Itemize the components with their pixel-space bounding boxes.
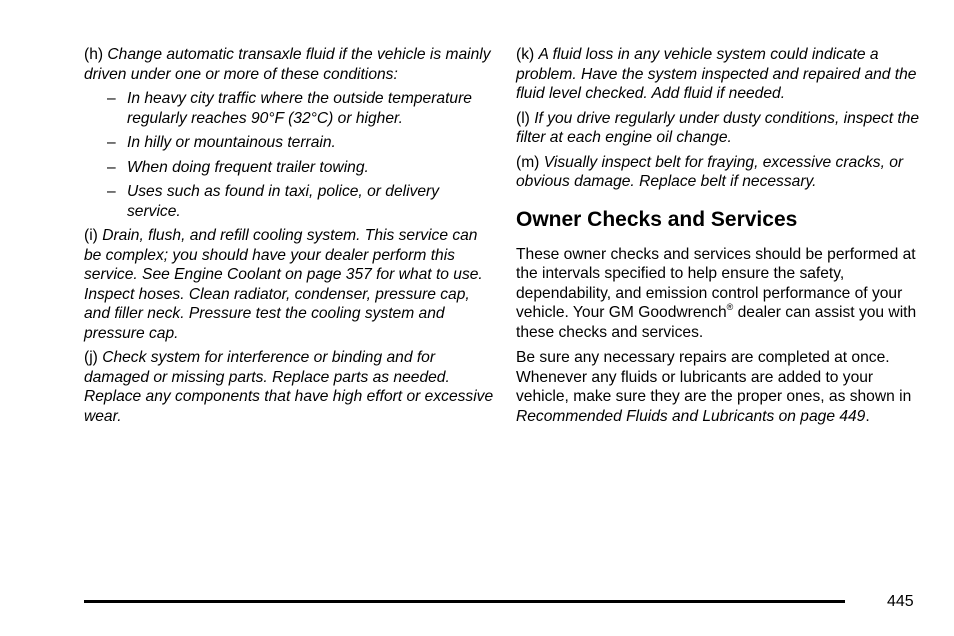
page-number: 445 — [887, 593, 914, 610]
condition-text: In hilly or mountainous terrain. — [127, 134, 336, 151]
list-item — [84, 89, 494, 128]
note-j — [84, 348, 494, 426]
note-m-text: Visually inspect belt for fraying, excessive cracks, or obvious damage. Replace belt if necessary. — [516, 153, 904, 190]
left-column — [84, 45, 494, 431]
dash-bullet: – — [107, 158, 116, 176]
dash-bullet: – — [107, 90, 116, 107]
dash-bullet: – — [107, 183, 116, 200]
list-item — [84, 158, 494, 178]
note-h-text: Change automatic transaxle fluid if the vehicle is mainly driven under one or more of these conditions: — [84, 46, 491, 83]
note-j-label: (j) — [84, 349, 98, 366]
note-h-label: (h) — [84, 46, 104, 63]
para1-text-a: These owner checks and services should be performed at the intervals specified to help ensure the safety, dependability, and emission control performance of your vehicle. Your GM Goodwrench — [516, 245, 916, 321]
note-k-label: (k) — [516, 46, 535, 63]
note-m — [516, 153, 926, 192]
note-i — [84, 226, 494, 343]
list-item — [84, 133, 494, 153]
note-j-text: Check system for interference or binding and for damaged or missing parts. Replace parts as needed. Replace any components that have high effort or excessive wear. — [84, 349, 494, 425]
conditions-list — [84, 89, 494, 221]
note-i-label: (i) — [84, 227, 98, 244]
note-m-label: (m) — [516, 153, 540, 171]
para2-end: . — [865, 407, 870, 425]
note-l — [516, 109, 926, 148]
condition-text: In heavy city traffic where the outside temperature regularly reaches 90°F (32°C) or higher. — [127, 90, 472, 127]
section-heading: Owner Checks and Services — [516, 207, 798, 231]
condition-text: When doing frequent trailer towing. — [127, 158, 369, 176]
dash-bullet: – — [107, 134, 116, 151]
right-column — [516, 45, 926, 432]
note-k-text: A fluid loss in any vehicle system could indicate a problem. Have the system inspected and repaired and the fluid level checked. Add fluid if needed. — [516, 46, 917, 102]
repairs-paragraph — [516, 348, 926, 426]
note-h — [84, 45, 494, 84]
para2-text: Be sure any necessary repairs are completed at once. Whenever any fluids or lubricants are added to your vehicle, make sure they are the proper ones, as shown in — [516, 349, 912, 405]
condition-text: Uses such as found in taxi, police, or delivery service. — [127, 183, 440, 220]
para1-text-b: dealer can assist you with these checks and services. — [516, 304, 917, 341]
footer-rule — [84, 600, 845, 603]
note-i-text: Drain, flush, and refill cooling system. This service can be complex; you should have your dealer perform this service. See Engine Coolant on page 357 for what to use. Inspect hoses. Clean radiator, condenser, pressure cap, and filler neck. Pressure test the cooling system and pressure cap. — [84, 227, 483, 342]
list-item — [84, 182, 494, 221]
note-l-label: (l) — [516, 109, 530, 127]
registered-mark: ® — [726, 302, 734, 312]
owner-checks-paragraph — [516, 245, 926, 343]
note-k — [516, 45, 926, 104]
note-l-text: If you drive regularly under dusty conditions, inspect the filter at each engine oil change. — [516, 109, 920, 146]
cross-reference: Recommended Fluids and Lubricants on page 449 — [516, 407, 866, 425]
